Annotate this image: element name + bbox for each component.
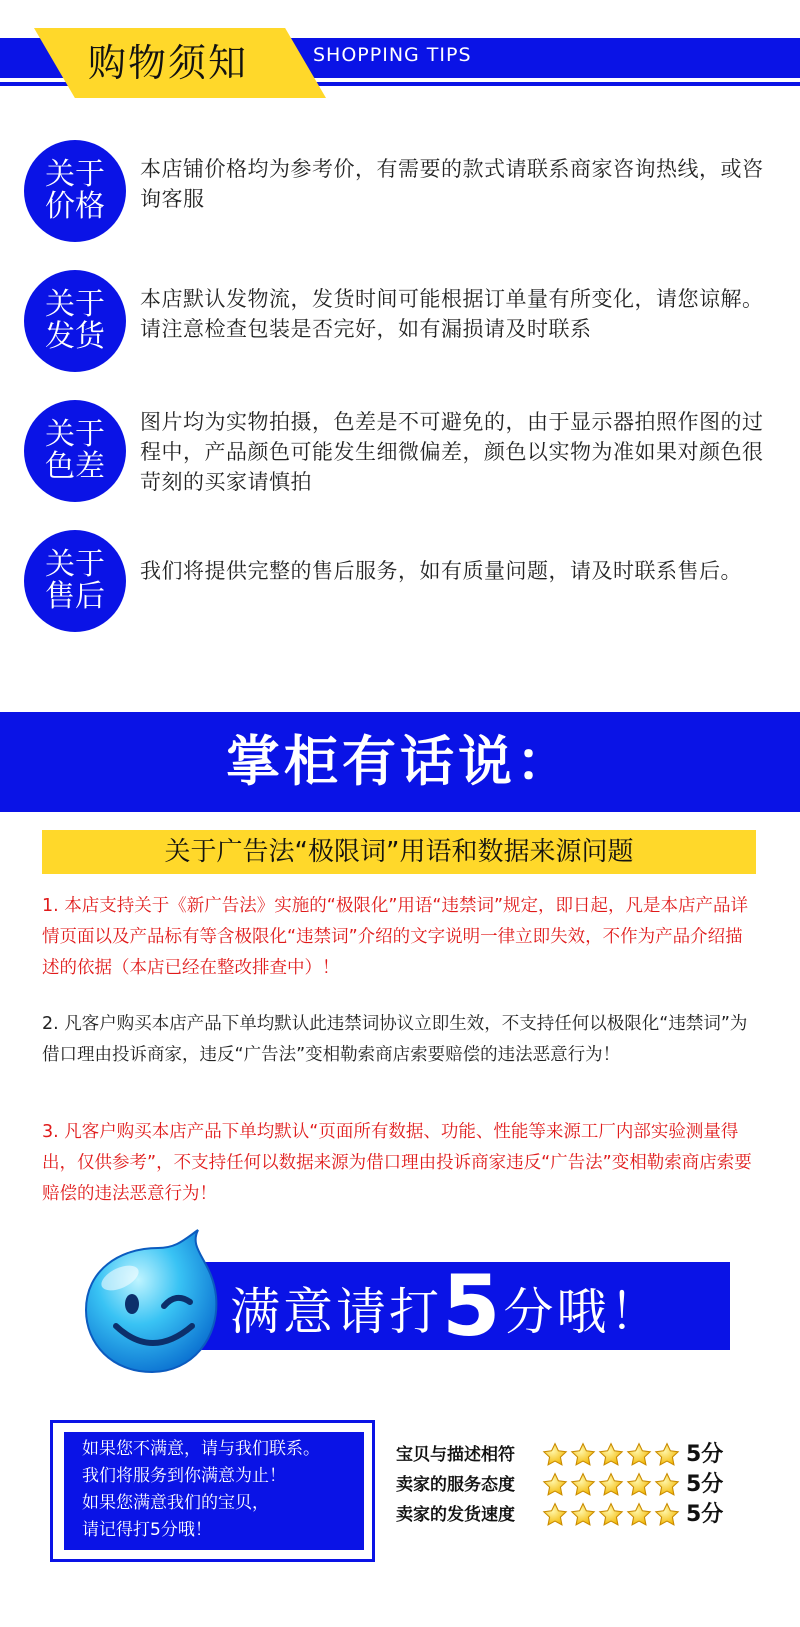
- rating-suffix: 分哦！: [503, 1283, 663, 1341]
- star-icon: [654, 1472, 680, 1498]
- tip-aftersale: [24, 530, 784, 632]
- boss-title: 掌柜有话说：: [226, 730, 574, 793]
- star-rating: [542, 1472, 680, 1498]
- star-icon: [542, 1502, 568, 1528]
- law-paragraph-3: 3. 凡客户购买本店产品下单均默认“页面所有数据、功能、性能等来源工厂内部实验测量得出，仅供参考”，不支持任何以数据来源为借口理由投诉商家违反“广告法”变相勒索商店索要赔偿的违法恶意行为！: [42, 1122, 752, 1204]
- tip-color: [24, 400, 784, 502]
- rating-prefix: 满意请打: [230, 1283, 442, 1341]
- star-icon: [626, 1442, 652, 1468]
- contact-box-text: [82, 1436, 362, 1544]
- law-title: 关于广告法“极限词”用语和数据来源问题: [164, 837, 634, 867]
- score-label: 卖家的发货速度: [396, 1505, 515, 1525]
- star-icon: [542, 1472, 568, 1498]
- tip-badge: 关于色差: [24, 400, 126, 502]
- star-icon: [598, 1442, 624, 1468]
- score-row-delivery: [396, 1500, 786, 1530]
- contact-line: 我们将服务到你满意为止！: [82, 1466, 286, 1486]
- star-rating: [542, 1442, 680, 1468]
- contact-line: 如果您满意我们的宝贝，: [82, 1493, 269, 1513]
- contact-line: 如果您不满意，请与我们联系。: [82, 1439, 320, 1459]
- rating-number: 5: [442, 1257, 504, 1355]
- tip-shipping: [24, 270, 784, 372]
- star-icon: [626, 1472, 652, 1498]
- star-icon: [654, 1502, 680, 1528]
- star-rating: [542, 1502, 680, 1528]
- score-label: 卖家的服务态度: [396, 1475, 515, 1495]
- star-icon: [570, 1442, 596, 1468]
- score-row-description: [396, 1440, 786, 1470]
- star-icon: [542, 1442, 568, 1468]
- contact-line: 请记得打5分哦！: [82, 1520, 212, 1540]
- tip-text: 本店默认发物流，发货时间可能根据订单量有所变化，请您谅解。请注意检查包装是否完好，如有漏损请及时联系: [140, 287, 764, 341]
- score-value: 5分: [686, 1442, 724, 1467]
- star-icon: [598, 1502, 624, 1528]
- tip-text: 图片均为实物拍摄，色差是不可避免的，由于显示器拍照作图的过程中，产品颜色可能发生细微偏差，颜色以实物为准如果对颜色很苛刻的买家请慎拍: [140, 410, 764, 494]
- star-icon: [654, 1442, 680, 1468]
- tip-text: 本店铺价格均为参考价，有需要的款式请联系商家咨询热线，或咨询客服: [140, 157, 764, 211]
- star-icon: [626, 1502, 652, 1528]
- tip-price: [24, 140, 784, 242]
- score-value: 5分: [686, 1502, 724, 1527]
- rating-text: [230, 1257, 730, 1355]
- winking-water-drop-icon: [80, 1226, 230, 1376]
- tip-text: 我们将提供完整的售后服务，如有质量问题，请及时联系售后。: [140, 559, 742, 583]
- tip-badge: 关于售后: [24, 530, 126, 632]
- star-icon: [570, 1472, 596, 1498]
- star-icon: [598, 1472, 624, 1498]
- score-label: 宝贝与描述相符: [396, 1445, 515, 1465]
- page-title: 购物须知: [88, 41, 249, 85]
- score-row-service: [396, 1470, 786, 1500]
- law-paragraph-2: 2. 凡客户购买本店产品下单均默认此违禁词协议立即生效，不支持任何以极限化“违禁词”为借口理由投诉商家，违反“广告法”变相勒索商店索要赔偿的违法恶意行为！: [42, 1014, 748, 1065]
- tip-badge: 关于价格: [24, 140, 126, 242]
- law-paragraph-1: 1. 本店支持关于《新广告法》实施的“极限化”用语“违禁词”规定，即日起，凡是本店产品详情页面以及产品标有等含极限化“违禁词”介绍的文字说明一律立即失效，不作为产品介绍描述的依据（本店已经在整改排查中）！: [42, 896, 749, 978]
- tip-badge: 关于发货: [24, 270, 126, 372]
- star-icon: [570, 1502, 596, 1528]
- page-subtitle-en: SHOPPING TIPS: [313, 44, 472, 66]
- score-value: 5分: [686, 1472, 724, 1497]
